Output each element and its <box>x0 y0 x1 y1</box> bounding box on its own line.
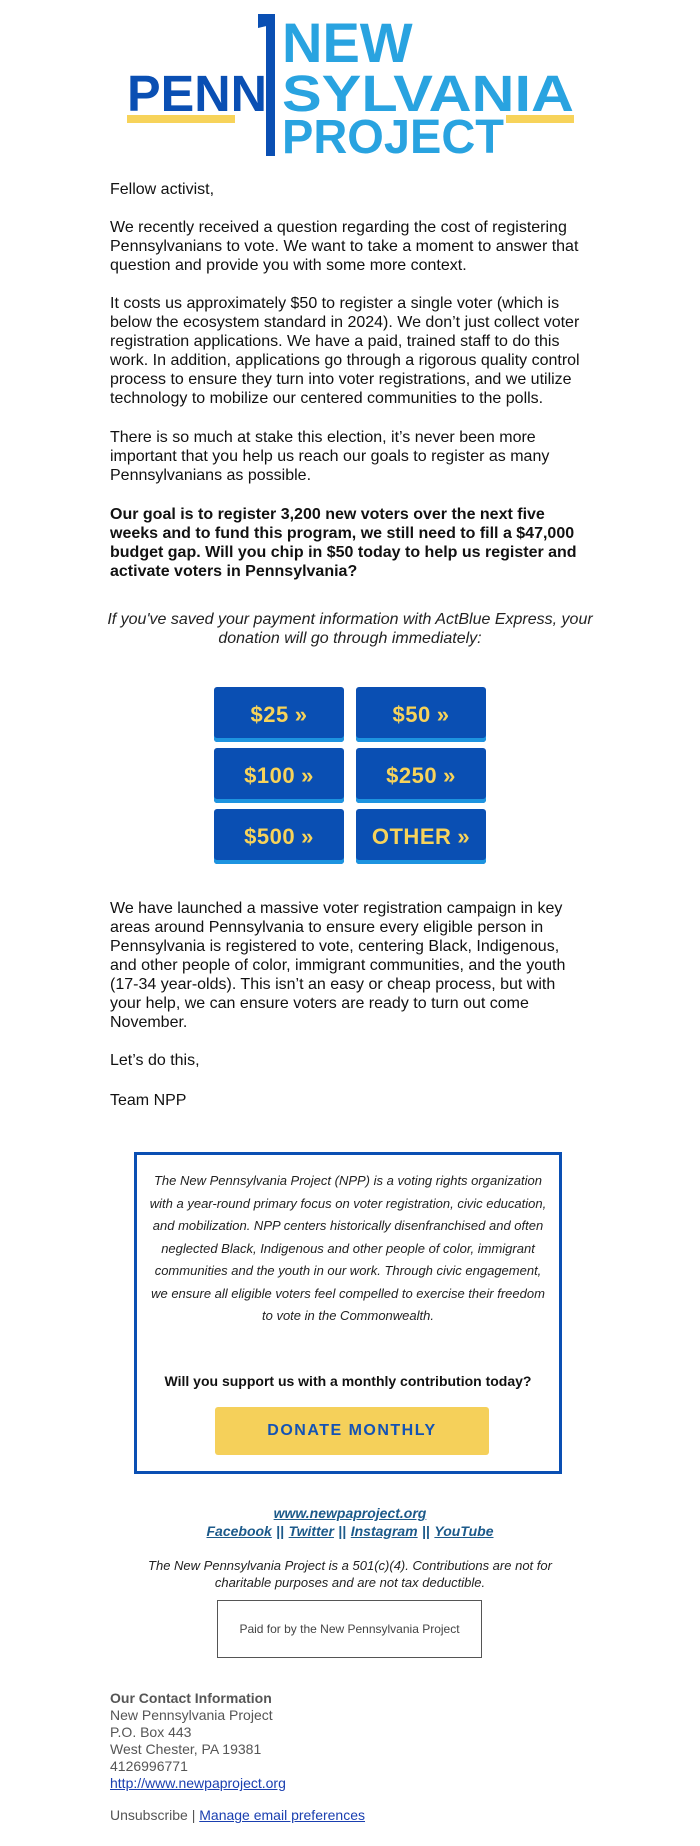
donate-100-button[interactable] <box>214 748 344 803</box>
signoff: Let’s do this, <box>110 1052 200 1069</box>
donate-50-label: $50 <box>392 701 431 727</box>
contact-heading: Our Contact Information <box>110 1690 272 1706</box>
twitter-link[interactable]: Twitter <box>288 1523 334 1539</box>
instagram-link[interactable]: Instagram <box>350 1523 418 1539</box>
social-links-row <box>0 1523 700 1541</box>
chevron-right-icon: » <box>301 823 314 849</box>
donate-250-label: $250 <box>386 762 438 788</box>
separator: || <box>422 1523 430 1539</box>
chevron-right-icon: » <box>294 701 308 727</box>
donate-25-button[interactable] <box>214 687 344 742</box>
tax-disclaimer: The New Pennsylvania Project is a 501(c)(4). Contributions are not for charitable purposes and are not tax deductible. <box>148 1558 552 1590</box>
contact-phone: 4126996771 <box>110 1758 188 1774</box>
facebook-link[interactable]: Facebook <box>206 1523 272 1539</box>
contact-org: New Pennsylvania Project <box>110 1707 273 1723</box>
contact-url-link[interactable]: http://www.newpaproject.org <box>110 1775 286 1791</box>
donate-25-label: $25 <box>250 701 289 727</box>
logo-stem <box>266 14 275 156</box>
signature: Team NPP <box>110 1092 187 1109</box>
paragraph-5-campaign: We have launched a massive voter registration campaign in key areas around Pennsylvania to ensure every eligible person in Pennsylvania is registered to vote, centering Black, Indigenous, and other people of color, immigrant communities, and the youth (17-34 year-olds). This isn’t an easy or cheap process, but with your help, we can ensure voters are ready to turn out come November. <box>110 900 566 1031</box>
paragraph-2: It costs us approximately $50 to register a single voter (which is below the ecosystem standard in 2024). We don’t just collect voter registration applications. We have a paid, trained staff to do this work. In addition, applications go through a rigorous quality control process to ensure they turn into voter registrations, and we utilize technology to mobilize our centered communities to the polls. <box>110 295 580 407</box>
logo-line-sylvania: SYLVANIA <box>282 65 574 122</box>
website-link[interactable]: www.newpaproject.org <box>273 1505 427 1521</box>
donate-500-button[interactable] <box>214 809 344 864</box>
donate-250-button[interactable] <box>356 748 486 803</box>
greeting: Fellow activist, <box>110 181 215 198</box>
separator: || <box>276 1523 285 1539</box>
divider: | <box>191 1807 196 1823</box>
logo-line-project: PROJECT <box>282 111 504 164</box>
donate-monthly-button[interactable]: DONATE MONTHLY <box>215 1407 489 1455</box>
website-link-row <box>0 1505 700 1523</box>
donate-500-label: $500 <box>244 823 296 849</box>
manage-preferences-link[interactable]: Manage email preferences <box>199 1807 366 1823</box>
chevron-right-icon: » <box>443 762 456 788</box>
contact-url-row <box>110 1775 286 1792</box>
unsubscribe-row <box>110 1807 365 1824</box>
donate-100-label: $100 <box>244 762 296 788</box>
logo-line-penn: PENN <box>127 65 267 122</box>
paid-for-text: Paid for by the New Pennsylvania Project <box>239 1622 460 1636</box>
contact-address-2: West Chester, PA 19381 <box>110 1741 262 1757</box>
donate-other-label: OTHER <box>371 823 452 849</box>
new-pennsylvania-project-logo <box>0 0 700 170</box>
contact-address-1: P.O. Box 443 <box>110 1724 192 1740</box>
actblue-express-note: If you've saved your payment information with ActBlue Express, your donation will go through immediately: <box>107 611 593 647</box>
youtube-link[interactable]: YouTube <box>434 1523 494 1539</box>
chevron-right-icon: » <box>301 762 314 788</box>
separator: || <box>338 1523 347 1539</box>
monthly-ask: Will you support us with a monthly contribution today? <box>164 1373 532 1389</box>
paragraph-4-goal: Our goal is to register 3,200 new voters over the next five weeks and to fund this program, we still need to fill a $47,000 budget gap. Will you chip in $50 today to help us register and activate voters in Pennsylvania? <box>110 506 577 580</box>
about-text: The New Pennsylvania Project (NPP) is a voting rights organization with a year-round primary focus on voter registration, civic education, and mobilization. NPP centers historically disenfranchised and often neglected Black, Indigenous and other people of color, immigrant communities and the youth in our work. Through civic engagement, we ensure all eligible voters feel compelled to exercise their freedom to vote in the Commonwealth. <box>149 1173 547 1323</box>
paragraph-1: We recently received a question regarding the cost of registering Pennsylvanians to vote. We want to take a moment to answer that question and provide you with some more context. <box>110 219 579 274</box>
logo-line-new: NEW <box>282 11 413 74</box>
donate-50-button[interactable] <box>356 687 486 742</box>
paid-for-box <box>217 1600 482 1658</box>
unsubscribe-link[interactable]: Unsubscribe <box>110 1807 188 1823</box>
about-npp-box <box>134 1152 562 1474</box>
paragraph-3: There is so much at stake this election, it’s never been more important that you help us reach our goals to register as many Pennsylvanians as possible. <box>110 429 550 484</box>
donate-other-button[interactable] <box>356 809 486 864</box>
chevron-right-icon: » <box>436 701 450 727</box>
chevron-right-icon: » <box>457 823 471 849</box>
